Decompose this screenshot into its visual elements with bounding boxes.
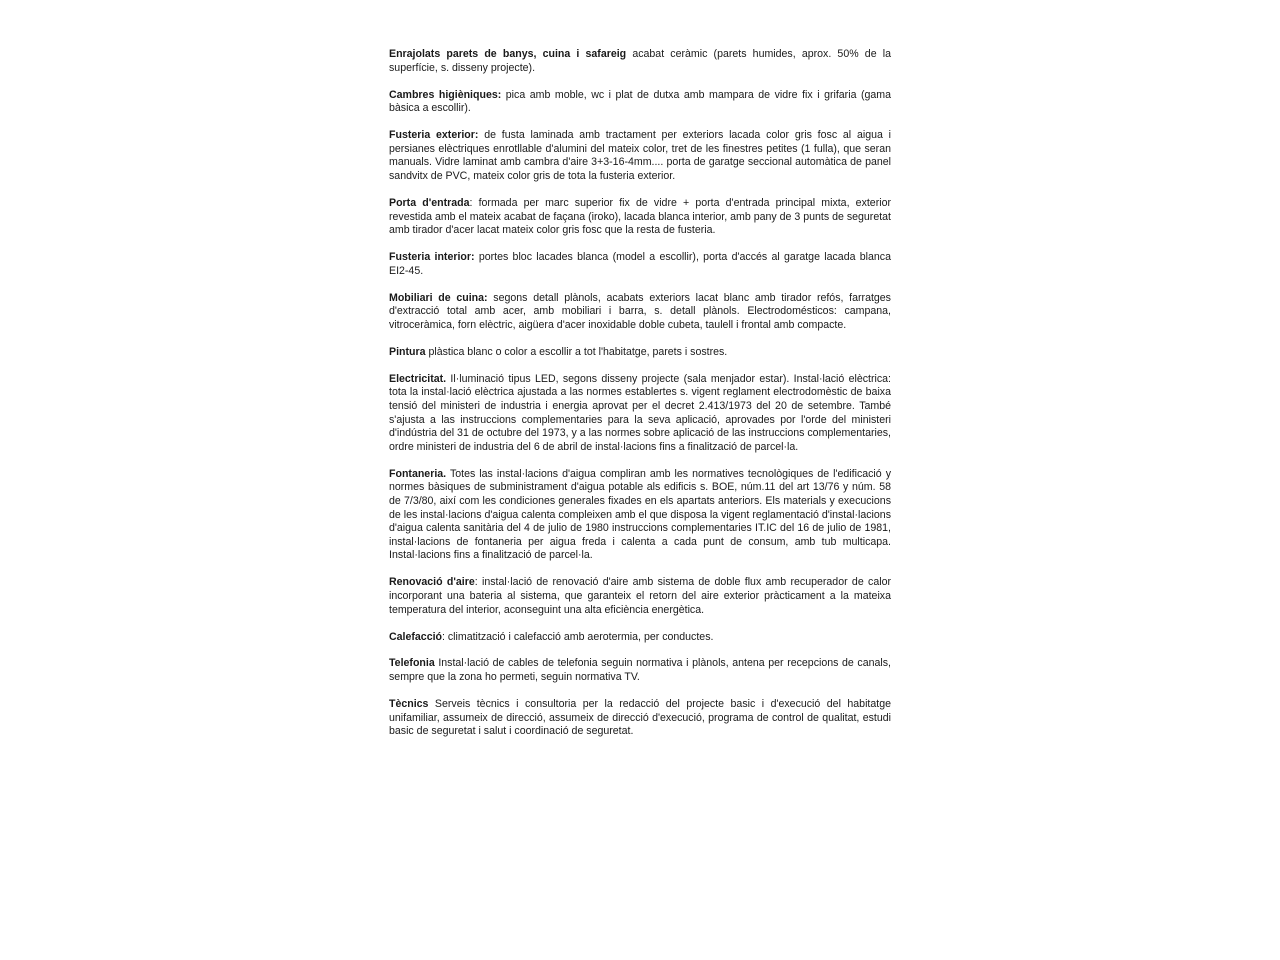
paragraph-body: pica amb moble, wc i plat de dutxa amb mampara de vidre fix i grifaria (gama bàsica a escollir). (389, 88, 892, 115)
paragraph-tecnics (389, 698, 891, 739)
paragraph-enrajolats (389, 48, 891, 75)
paragraph-cambres-higieniques (389, 89, 891, 116)
paragraph-body: segons detall plànols, acabats exteriors lacat blanc amb tirador refós, farratges d'extracció total amb acer, amb mobiliari i barra, s. detall plànols. Electrodomésticos: campana, vitroceràmica, forn elèctric, aigüera d'acer inoxidable doble cubeta, taulell i frontal amb compacte. (389, 291, 891, 331)
paragraph-heading: Porta d'entrada (389, 196, 470, 209)
paragraph-calefaccio (389, 631, 891, 645)
paragraph-body: Totes las instal·lacions d'aigua compliran amb les normatives tecnològiques de l'edificació y normes bàsiques de subministrament d'aigua potable als edificis s. BOE, núm.11 del art 13/76 y núm. 58 de 7/3/80, així com les condiciones generales fixades en els apartats anteriors. Els materials y execucions de les instal·lacions d'aigua calenta compleixen amb el que disposa la vigent reglamentació d'instal·lacions d'aigua calenta sanitària del 4 de julio de 1980 instruccions complementaries IT.IC del 16 de julio de 1981, instal·lacions de fontaneria per aigua freda i calenta a cada punt de consum, amb tub multicapa. Instal·lacions fins a finalització de parcel·la. (389, 467, 891, 562)
paragraph-heading: Calefacció (389, 630, 442, 643)
paragraph-heading: Fontaneria. (389, 467, 447, 480)
paragraph-body: : formada per marc superior fix de vidre + porta d'entrada principal mixta, exterior revestida amb el mateix acabat de façana (iroko), lacada blanca interior, amb pany de 3 punts de seguretat amb tirador d'acer lacat mateix color gris fosc que la resta de fusteria. (389, 196, 891, 237)
paragraph-body: Instal·lació de cables de telefonia seguin normativa i plànols, antena per recepcions de canals, sempre que la zona ho permeti, seguin normativa TV. (389, 657, 891, 684)
paragraph-body: plàstica blanc o color a escollir a tot l'habitatge, parets i sostres. (425, 345, 728, 358)
paragraph-fusteria-exterior (389, 129, 891, 183)
paragraph-fontaneria (389, 468, 891, 563)
paragraph-body: : climatització i calefacció amb aerotermia, per conductes. (442, 630, 714, 643)
paragraph-body: acabat ceràmic (parets humides, aprox. 50% de la superfície, s. disseny projecte). (389, 48, 891, 74)
paragraph-body: de fusta laminada amb tractament per exteriors lacada color gris fosc al aigua i persianes elèctriques enrotllable d'alumini del mateix color, tret de les finestres petites (1 fulla), que seran manuals. Vidre laminat amb cambra d'aire 3+3-16-4mm.... porta de garatge seccional automàtica de panel sandvitx de PVC, mateix color gris de tota la fusteria exterior. (389, 129, 892, 182)
paragraph-fusteria-interior (389, 251, 891, 278)
paragraph-heading: Pintura (389, 345, 426, 358)
paragraph-body: Serveis tècnics i consultoria per la redacció del projecte basic i d'execució del habitatge unifamiliar, assumeix de direcció, assumeix de direcció d'execució, programa de control de qualitat, estudi basic de seguretat i salut i coordinació de seguretat. (389, 698, 891, 738)
paragraph-body: portes bloc lacades blanca (model a escollir), porta d'accés al garatge lacada blanca EI2-45. (389, 251, 891, 277)
paragraph-mobiliari-cuina (389, 292, 891, 333)
document-page (389, 48, 891, 752)
paragraph-heading: Fusteria interior: (389, 251, 475, 264)
paragraph-telefonia (389, 657, 891, 684)
paragraph-heading: Telefonia (389, 657, 435, 670)
paragraph-heading: Cambres higièniques: (389, 88, 502, 101)
paragraph-heading: Mobiliari de cuina: (389, 291, 488, 304)
paragraph-heading: Renovació d'aire (389, 576, 475, 589)
paragraph-electricitat (389, 373, 891, 455)
paragraph-renovacio-aire (389, 576, 891, 617)
paragraph-heading: Tècnics (389, 698, 429, 711)
paragraph-pintura (389, 346, 891, 360)
paragraph-heading: Electricitat. (389, 372, 447, 385)
paragraph-porta-entrada (389, 197, 891, 238)
paragraph-heading: Enrajolats parets de banys, cuina i safareig (389, 48, 627, 60)
paragraph-body: : instal·lació de renovació d'aire amb sistema de doble flux amb recuperador de calor incorporant una bateria al sistema, que garanteix el retorn del aire exterior pràcticament a la mateixa temperatura del interior, aconseguint una alta eficiència energètica. (389, 576, 892, 616)
paragraph-heading: Fusteria exterior: (389, 129, 479, 142)
paragraph-body: Il·luminació tipus LED, segons disseny projecte (sala menjador estar). Instal·lació elèctrica: tota la instal·lació elèctrica ajustada a las normes establertes s. vigent reglament electrodomèstic de baixa tensió del ministeri de industria i energia aprovat per el decret 2.413/1973 del 20 de setembre. També s'ajusta a las instruccions complementaries para la seva aplicació, aprovades por l'orde del ministeri d'indústria del 31 de octubre del 1973, y a las normes sobre aplicació de las instruccions complementaries, ordre ministeri de industria del 6 de abril de instal·lacions fins a finalització de parcel·la. (389, 372, 891, 453)
